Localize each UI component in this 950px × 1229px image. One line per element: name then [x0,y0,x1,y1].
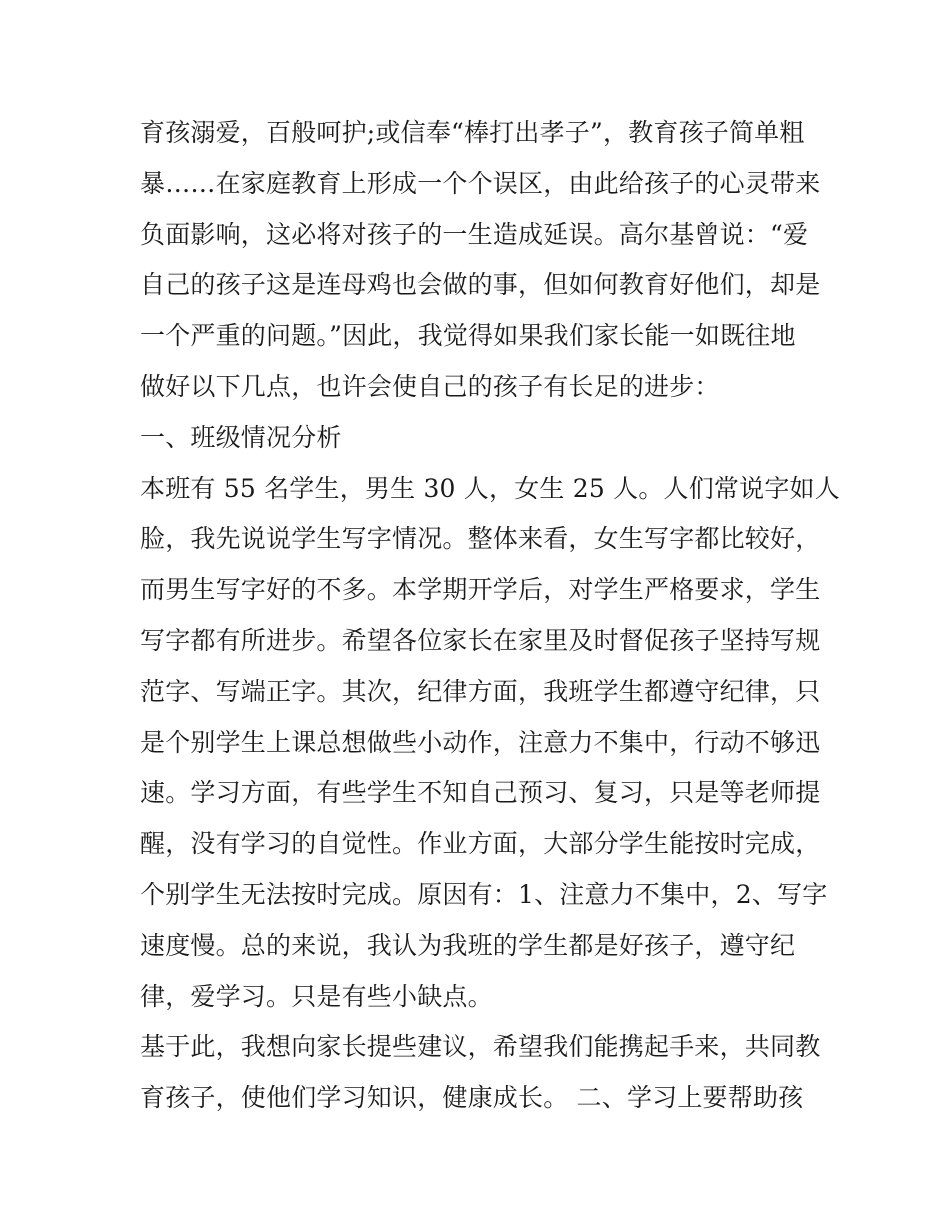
text-line: 基于此，我想向家长提些建议，希望我们能携起手来，共同教 [140,1032,821,1062]
text-line: 律，爱学习。只是有些小缺点。 [140,981,493,1011]
text-line: 而男生写字好的不多。本学期开学后，对学生严格要求，学生 [140,575,821,605]
text-line: 自己的孩子这是连母鸡也会做的事，但如何教育好他们，却是 [140,270,821,300]
text-line: 速度慢。总的来说，我认为我班的学生都是好孩子，遵守纪 [140,930,796,960]
text-line: 写字都有所进步。希望各位家长在家里及时督促孩子坚持写规 [140,625,821,655]
text-line: 速。学习方面，有些学生不知自己预习、复习，只是等老师提 [140,778,821,808]
text-line: 个别学生无法按时完成。原因有：1、注意力不集中，2、写字 [140,879,828,909]
text-line: 负面影响，这必将对孩子的一生造成延误。高尔基曾说：“爱 [140,219,809,249]
text-line: 暴……在家庭教育上形成一个个误区，由此给孩子的心灵带来 [140,168,821,198]
text-line: 一个严重的问题。”因此，我觉得如果我们家长能一如既往地 [140,321,796,351]
section-heading: 一、班级情况分析 [140,422,342,452]
text-line: 范字、写端正字。其次，纪律方面，我班学生都遵守纪律，只 [140,676,821,706]
text-line: 脸，我先说说学生写字情况。整体来看，女生写字都比较好， [140,524,821,554]
text-line: 本班有 55 名学生，男生 30 人，女生 25 人。人们常说字如人 [140,473,840,503]
text-line: 育孩子，使他们学习知识，健康成长。 二、学习上要帮助孩 [140,1083,804,1113]
text-line: 是个别学生上课总想做些小动作，注意力不集中，行动不够迅 [140,727,821,757]
text-line: 育孩溺爱，百般呵护;或信奉“棒打出孝子”，教育孩子简单粗 [140,118,805,147]
text-line: 做好以下几点，也许会使自己的孩子有长足的进步： [140,371,720,401]
text-line: 醒，没有学习的自觉性。作业方面，大部分学生能按时完成， [140,829,821,859]
body-text [140,108,840,1124]
